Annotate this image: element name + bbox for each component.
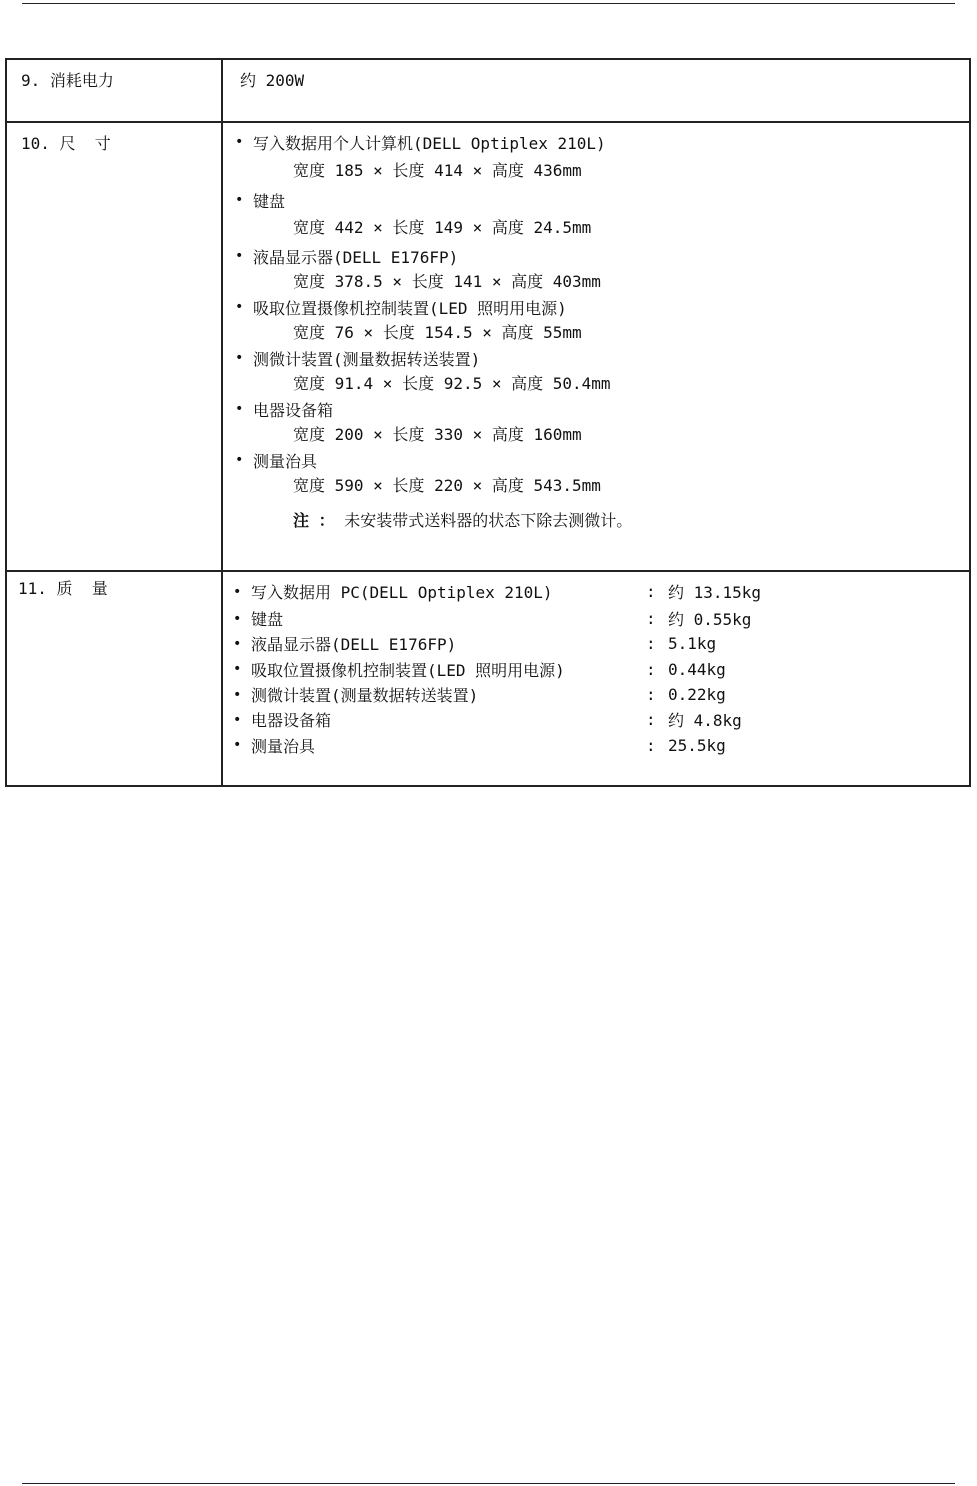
colon-separator: : [646,710,656,730]
item-dimensions: 宽度 590 × 长度 220 × 高度 543.5mm [293,476,601,495]
list-item [233,707,969,732]
bullet-icon: • [233,610,242,627]
bullet-icon: • [233,583,242,600]
table-row [6,59,970,122]
colon-separator: : [646,582,656,601]
item-weight: 5.1kg [668,634,717,654]
bullet-icon: • [233,737,242,754]
item-name: 测微计装置(测量数据转送装置) [251,686,479,706]
item-dimensions: 宽度 91.4 × 长度 92.5 × 高度 50.4mm [293,374,611,393]
item-weight: 0.44kg [668,659,726,679]
list-item [233,577,969,606]
bullet-icon: • [235,134,244,150]
dimension-list [223,123,969,498]
item-name: 写入数据用个人计算机(DELL Optiplex 210L) [253,133,606,153]
row-label-cell [6,122,222,571]
item-name: 测微计装置(测量数据转送装置) [253,349,481,369]
bullet-icon: • [233,635,242,652]
item-dimensions: 宽度 200 × 长度 330 × 高度 160mm [293,425,582,444]
list-item [235,187,969,243]
colon-separator: : [646,609,656,629]
item-weight: 约 4.8kg [668,711,742,731]
list-item [233,732,969,757]
row-value-cell [222,571,970,786]
power-value: 约 200W [240,71,305,90]
row-value-cell [222,122,970,571]
list-item [235,129,969,187]
header-rule [22,3,955,4]
bullet-icon: • [233,661,242,678]
table-row [6,122,970,571]
bullet-icon: • [235,299,244,315]
weight-list [223,572,969,758]
item-name: 吸取位置摄像机控制装置(LED 照明用电源) [251,660,565,680]
item-name: 液晶显示器(DELL E176FP) [251,635,457,655]
item-name: 测量治具 [251,736,316,756]
item-weight: 约 0.55kg [668,610,752,630]
row-label-cell [6,59,222,122]
bullet-icon: • [235,192,244,208]
footer-rule [22,1483,955,1484]
item-weight: 25.5kg [668,735,726,755]
dimension-note [223,498,969,534]
item-weight: 0.22kg [668,685,726,705]
spec-table [5,58,971,787]
item-name: 吸取位置摄像机控制装置(LED 照明用电源) [253,298,567,318]
bullet-icon: • [233,711,242,728]
colon-separator: : [646,735,656,755]
list-item [235,345,969,396]
item-name: 电器设备箱 [251,711,332,731]
item-name: 写入数据用 PC(DELL Optiplex 210L) [251,583,553,602]
note-text: 未安装带式送料器的状态下除去测微计。 [344,511,633,530]
row-label-cell [6,571,222,786]
bullet-icon: • [233,686,242,703]
item-weight: 约 13.15kg [668,583,762,602]
item-name: 键盘 [251,610,284,630]
note-label: 注 ： [293,511,335,530]
item-dimensions: 宽度 378.5 × 长度 141 × 高度 403mm [293,272,601,291]
table-row [6,571,970,786]
row-label: 10. 尺 寸 [21,134,111,153]
item-name: 液晶显示器(DELL E176FP) [253,247,459,267]
list-item [233,657,969,682]
bullet-icon: • [235,248,244,264]
colon-separator: : [646,634,656,654]
colon-separator: : [646,685,656,705]
item-name: 电器设备箱 [253,400,334,420]
bullet-icon: • [235,401,244,417]
list-item [233,682,969,707]
bullet-icon: • [235,350,244,366]
list-item [233,631,969,656]
list-item [235,294,969,345]
item-dimensions: 宽度 185 × 长度 414 × 高度 436mm [293,161,582,180]
list-item [235,243,969,294]
item-name: 测量治具 [253,451,318,471]
row-label: 9. 消耗电力 [21,71,114,90]
row-value-cell [222,59,970,122]
item-dimensions: 宽度 442 × 长度 149 × 高度 24.5mm [293,218,592,237]
row-label: 11. 质 量 [18,579,108,598]
item-dimensions: 宽度 76 × 长度 154.5 × 高度 55mm [293,323,582,342]
list-item [235,447,969,498]
bullet-icon: • [235,452,244,468]
colon-separator: : [646,659,656,679]
item-name: 键盘 [253,191,286,211]
list-item [233,606,969,631]
list-item [235,396,969,447]
